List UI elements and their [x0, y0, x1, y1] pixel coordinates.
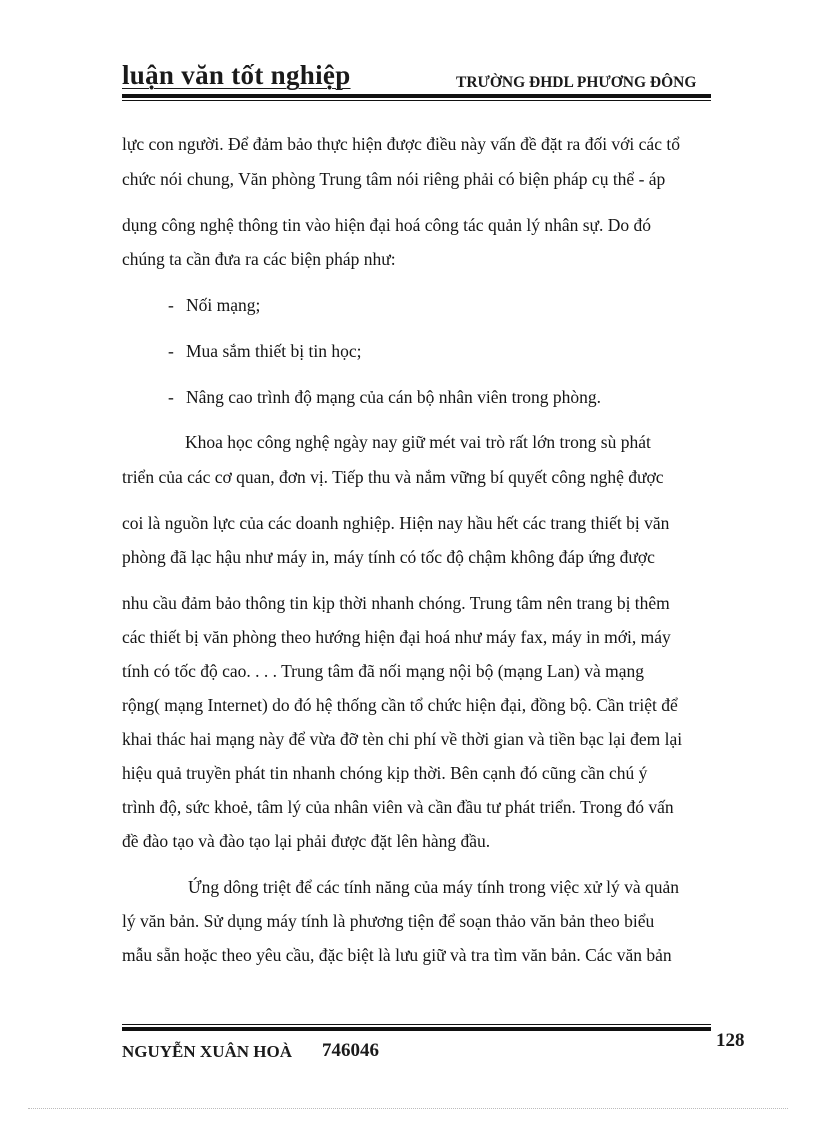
- body-line: lực con người. Để đảm bảo thực hiện được điều này vấn đề đặt ra đối với các tổ: [122, 134, 680, 154]
- body-line: chức nói chung, Văn phòng Trung tâm nói riêng phải có biện pháp cụ thể - áp: [122, 169, 666, 189]
- body-line: mẫu sẵn hoặc theo yêu cầu, đặc biệt là lưu giữ và tra tìm văn bản. Các văn bản: [122, 945, 672, 965]
- page-number: 128: [716, 1030, 745, 1051]
- footer-author: NGUYỄN XUÂN HOÀ: [122, 1042, 292, 1061]
- body-line: đề đào tạo và đào tạo lại phải được đặt lên hàng đầu.: [122, 831, 491, 851]
- body-line: hiệu quả truyền phát tin nhanh chóng kịp thời. Bên cạnh đó cũng cần chú ý: [122, 763, 648, 783]
- header-rule-thick: [122, 94, 711, 98]
- footer-rule-thick: [122, 1027, 711, 1031]
- body-line: triển của các cơ quan, đơn vị. Tiếp thu và nắm vững bí quyết công nghệ được: [122, 467, 664, 487]
- bullet-item: - Nâng cao trình độ mạng của cán bộ nhân viên trong phòng.: [168, 387, 602, 407]
- body-line: Khoa học công nghệ ngày nay giữ mét vai trò rất lớn trong sù phát: [185, 432, 651, 452]
- header-left-title: luận văn tốt nghiệp: [122, 60, 351, 90]
- body-line: phòng đã lạc hậu như máy in, máy tính có tốc độ chậm không đáp ứng được: [122, 547, 655, 567]
- bullet-item-text: Nâng cao trình độ mạng của cán bộ nhân viên trong phòng.: [186, 387, 602, 407]
- body-line: khai thác hai mạng này để vừa đỡ tèn chi phí về thời gian và tiền bạc lại đem lại: [122, 729, 683, 749]
- footer-student-id: 746046: [322, 1040, 379, 1061]
- bullet-item: - Mua sắm thiết bị tin học;: [168, 341, 362, 361]
- body-line: chúng ta cần đưa ra các biện pháp như:: [122, 249, 396, 269]
- bullet-item: - Nối mạng;: [168, 295, 261, 315]
- body-line: nhu cầu đảm bảo thông tin kịp thời nhanh chóng. Trung tâm nên trang bị thêm: [122, 593, 670, 613]
- body-line: dụng công nghệ thông tin vào hiện đại hoá công tác quản lý nhân sự. Do đó: [122, 215, 652, 235]
- bullet-item-text: Nối mạng;: [186, 295, 261, 315]
- body-line: các thiết bị văn phòng theo hướng hiện đại hoá như máy fax, máy in mới, máy: [122, 627, 671, 647]
- footer-rule-thin: [122, 1024, 711, 1025]
- body-line: tính có tốc độ cao. . . . Trung tâm đã nối mạng nội bộ (mạng Lan) và mạng: [122, 661, 644, 681]
- body-line: coi là nguồn lực của các doanh nghiệp. Hiện nay hầu hết các trang thiết bị văn: [122, 513, 670, 533]
- header-rule-thin: [122, 100, 711, 101]
- body-line: rộng( mạng Internet) do đó hệ thống cần tổ chức hiện đại, đồng bộ. Cần triệt để: [122, 695, 678, 715]
- page-bottom-dotted-border: [28, 1108, 788, 1109]
- bullet-item-text: Mua sắm thiết bị tin học;: [186, 341, 362, 361]
- body-line: lý văn bản. Sử dụng máy tính là phương tiện để soạn thảo văn bản theo biểu: [122, 911, 655, 931]
- body-line: Ứng dông triệt để các tính năng của máy tính trong việc xử lý và quản: [188, 877, 680, 897]
- header-right-title: TRƯỜNG ĐHDL PHƯƠNG ĐÔNG: [456, 74, 697, 91]
- body-line: trình độ, sức khoẻ, tâm lý của nhân viên và cần đầu tư phát triển. Trong đó vấn: [122, 797, 674, 817]
